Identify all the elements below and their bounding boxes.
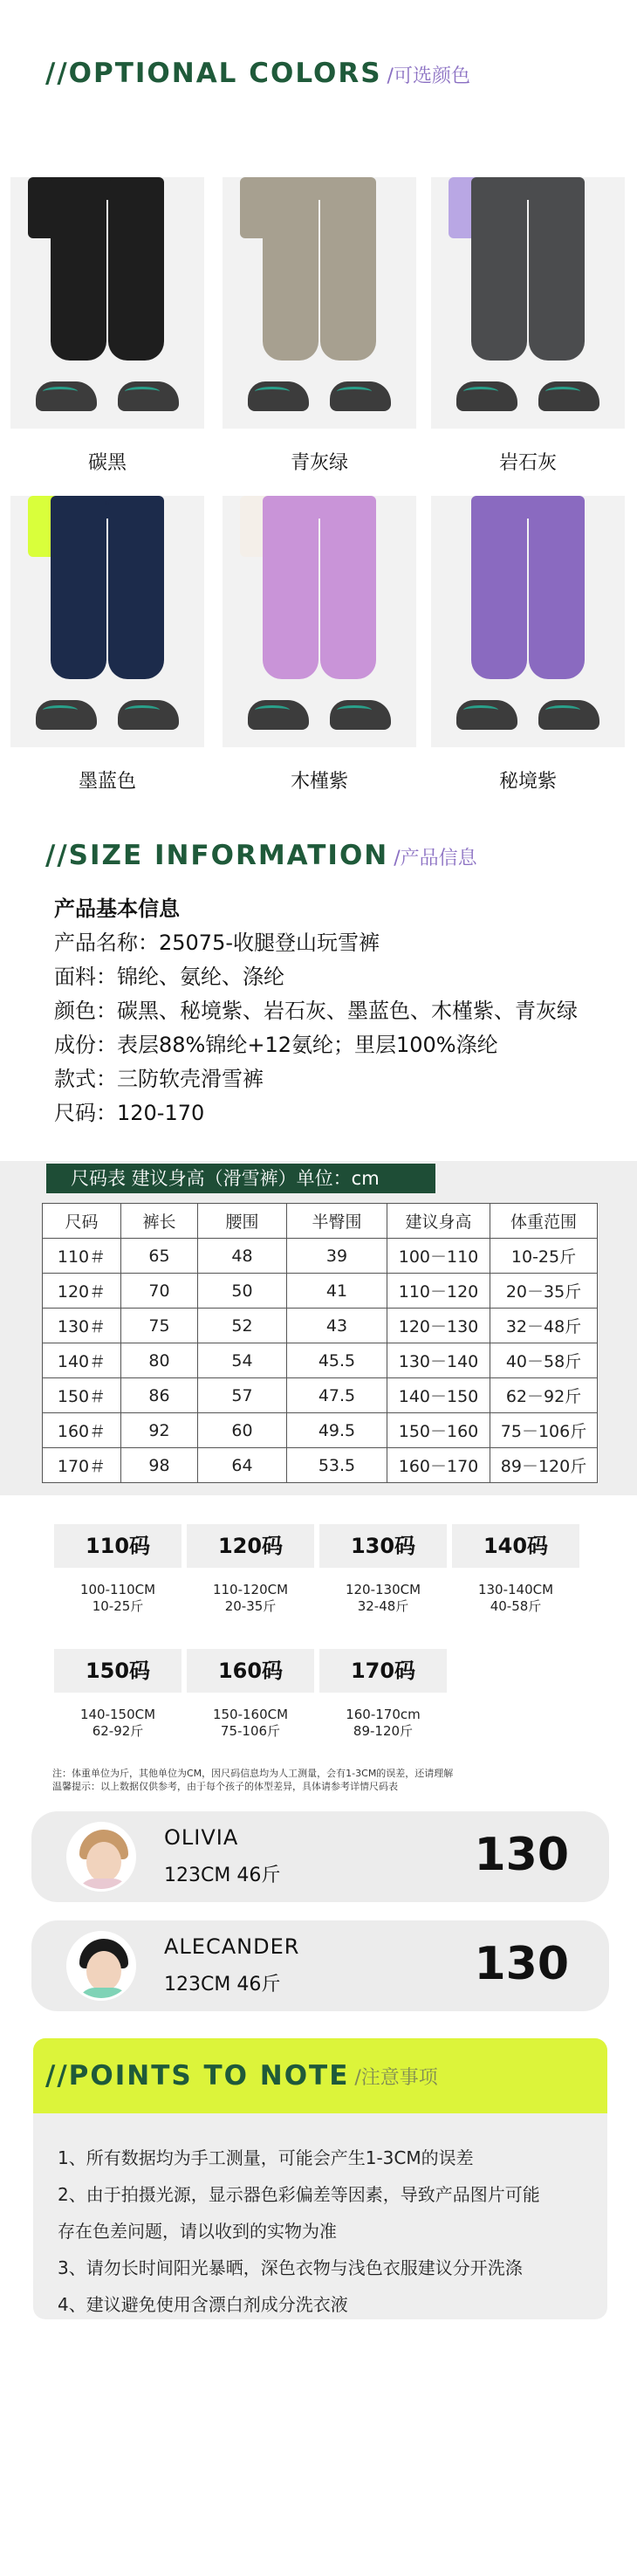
table-cell: 110＃ <box>43 1239 121 1274</box>
points-list <box>33 2113 607 2319</box>
shoe <box>118 381 179 411</box>
color-option-card <box>223 496 416 793</box>
model-card-olivia <box>31 1811 609 1902</box>
product-info-line: 尺码：120-170 <box>54 1101 205 1125</box>
pants-leg <box>529 496 585 679</box>
table-cell: 140－150 <box>387 1378 490 1413</box>
fine-print <box>52 1767 453 1793</box>
size-code-height: 120-130CM <box>345 1582 421 1597</box>
product-photo <box>431 496 625 747</box>
table-cell: 75 <box>121 1309 198 1343</box>
product-info-line: 颜色：碳黑、秘境紫、岩石灰、墨蓝色、木槿紫、青灰绿 <box>54 999 578 1023</box>
size-code-tag: 130码 <box>319 1524 447 1568</box>
table-cell: 65 <box>121 1239 198 1274</box>
avatar <box>66 1822 136 1892</box>
shoe <box>330 381 391 411</box>
table-cell: 57 <box>198 1378 287 1413</box>
points-header <box>33 2038 607 2113</box>
pants-leg <box>320 177 376 361</box>
size-code-weight: 89-120斤 <box>353 1723 414 1739</box>
table-cell: 80 <box>121 1343 198 1378</box>
table-cell: 43 <box>287 1309 387 1343</box>
table-header-cell: 裤长 <box>121 1204 198 1239</box>
pants-leg <box>108 177 164 361</box>
table-cell: 10-25斤 <box>490 1239 598 1274</box>
colors-section-title: //OPTIONAL COLORS <box>45 58 382 89</box>
shoe <box>248 700 309 730</box>
table-cell: 52 <box>198 1309 287 1343</box>
points-item: 4、建议避免使用含漂白剂成分洗衣液 <box>58 2294 348 2315</box>
shoe <box>456 381 517 411</box>
color-option-card <box>10 177 204 475</box>
size-code-height: 110-120CM <box>212 1582 289 1597</box>
fine-print-line: 注：体重单位为斤，其他单位为CM，因尺码信息均为人工测量，会有1-3CM的误差，还请理解 <box>52 1768 454 1779</box>
pants-illustration <box>263 496 376 697</box>
table-header-cell: 尺码 <box>43 1204 121 1239</box>
table-row <box>43 1309 598 1343</box>
product-photo <box>431 177 625 429</box>
table-cell: 98 <box>121 1448 198 1483</box>
size-code-tag: 160码 <box>187 1649 314 1693</box>
avatar-body <box>78 1879 130 1892</box>
model-size: 130 <box>474 1829 569 1881</box>
size-code-height: 100-110CM <box>79 1582 156 1597</box>
product-photo <box>223 496 416 747</box>
table-header-cell: 建议身高 <box>387 1204 490 1239</box>
size-table-header-row <box>43 1204 598 1239</box>
size-code-block <box>452 1524 579 1615</box>
color-option-card <box>431 496 625 793</box>
colors-section-subtitle: /可选颜色 <box>387 65 470 87</box>
size-code-tag: 120码 <box>187 1524 314 1568</box>
table-cell: 86 <box>121 1378 198 1413</box>
color-option-card <box>431 177 625 475</box>
table-cell: 120－130 <box>387 1309 490 1343</box>
table-cell: 53.5 <box>287 1448 387 1483</box>
avatar-face <box>86 1842 121 1882</box>
pants-leg <box>320 496 376 679</box>
pants-illustration <box>263 177 376 378</box>
size-code-block <box>319 1649 447 1740</box>
points-to-note <box>33 2038 607 2319</box>
product-photo <box>223 177 416 429</box>
points-item: 2、由于拍摄光源，显示器色彩偏差等因素，导致产品图片可能 <box>58 2184 540 2205</box>
product-info-title: 产品基本信息 <box>54 896 180 921</box>
pants-leg <box>471 496 527 679</box>
points-item: 存在色差问题，请以收到的实物为准 <box>58 2221 337 2242</box>
size-code-tag: 140码 <box>452 1524 579 1568</box>
product-info-line: 成份：表层88%锦纶+12氨纶；里层100%涤纶 <box>54 1033 498 1057</box>
size-code-tag: 150码 <box>54 1649 182 1693</box>
model-card-alecander <box>31 1920 609 2011</box>
size-section-header <box>45 840 477 871</box>
pants-leg <box>108 496 164 679</box>
table-cell: 120＃ <box>43 1274 121 1309</box>
table-cell: 70 <box>121 1274 198 1309</box>
table-cell: 130＃ <box>43 1309 121 1343</box>
shoe <box>36 381 97 411</box>
table-cell: 41 <box>287 1274 387 1309</box>
size-section-subtitle: /产品信息 <box>394 848 477 869</box>
avatar-face <box>86 1951 121 1991</box>
table-row <box>43 1239 598 1274</box>
product-info-line: 款式：三防软壳滑雪裤 <box>54 1067 264 1091</box>
product-info-line: 产品名称：25075-收腿登山玩雪裤 <box>54 931 380 955</box>
color-name: 岩石灰 <box>498 452 557 474</box>
table-cell: 160－170 <box>387 1448 490 1483</box>
size-code-weight: 75-106斤 <box>220 1723 281 1739</box>
color-name: 青灰绿 <box>290 452 348 474</box>
points-title: //POINTS TO NOTE <box>45 2060 350 2092</box>
table-row <box>43 1448 598 1483</box>
table-row <box>43 1413 598 1448</box>
size-code-block <box>319 1524 447 1615</box>
product-photo <box>10 177 204 429</box>
color-name: 碳黑 <box>87 452 127 474</box>
size-code-tag: 110码 <box>54 1524 182 1568</box>
points-item: 3、请勿长时间阳光暴晒，深色衣物与浅色衣服建议分开洗涤 <box>58 2257 523 2278</box>
pants-leg <box>529 177 585 361</box>
colors-section-header <box>45 58 470 89</box>
table-header-cell: 体重范围 <box>490 1204 598 1239</box>
table-cell: 75－106斤 <box>490 1413 598 1448</box>
shoe <box>456 700 517 730</box>
table-cell: 40－58斤 <box>490 1343 598 1378</box>
size-code-height: 150-160CM <box>212 1707 289 1722</box>
pants-illustration <box>471 177 585 378</box>
size-code-weight: 40-58斤 <box>490 1598 542 1614</box>
table-cell: 64 <box>198 1448 287 1483</box>
table-cell: 100－110 <box>387 1239 490 1274</box>
size-code-height: 160-170cm <box>346 1707 421 1722</box>
size-code-block <box>187 1649 314 1740</box>
table-cell: 130－140 <box>387 1343 490 1378</box>
shoe <box>538 700 599 730</box>
points-item: 1、所有数据均为手工测量，可能会产生1-3CM的误差 <box>58 2147 474 2168</box>
table-cell: 20－35斤 <box>490 1274 598 1309</box>
table-cell: 170＃ <box>43 1448 121 1483</box>
avatar <box>66 1931 136 2001</box>
product-info-line: 面料：锦纶、氨纶、涤纶 <box>54 965 284 989</box>
product-info <box>54 892 578 1130</box>
size-code-weight: 10-25斤 <box>92 1598 144 1614</box>
table-row <box>43 1378 598 1413</box>
pants-illustration <box>471 496 585 697</box>
table-cell: 140＃ <box>43 1343 121 1378</box>
table-cell: 48 <box>198 1239 287 1274</box>
model-name: OLIVIA <box>164 1825 239 1850</box>
shoe <box>118 700 179 730</box>
shoe <box>538 381 599 411</box>
size-code-weight: 32-48斤 <box>357 1598 409 1614</box>
table-header-cell: 半臀围 <box>287 1204 387 1239</box>
size-table-label: 尺码表 建议身高（滑雪裤）单位：cm <box>46 1164 435 1193</box>
table-header-cell: 腰围 <box>198 1204 287 1239</box>
table-cell: 62－92斤 <box>490 1378 598 1413</box>
shoe <box>330 700 391 730</box>
product-photo <box>10 496 204 747</box>
table-cell: 32－48斤 <box>490 1309 598 1343</box>
model-measurements: 123CM 46斤 <box>164 1865 281 1886</box>
color-option-card <box>10 496 204 793</box>
size-table-section <box>0 1161 637 1495</box>
table-cell: 150＃ <box>43 1378 121 1413</box>
table-cell: 47.5 <box>287 1378 387 1413</box>
size-code-weight: 20-35斤 <box>224 1598 277 1614</box>
table-cell: 49.5 <box>287 1413 387 1448</box>
table-cell: 92 <box>121 1413 198 1448</box>
pants-leg <box>263 177 318 361</box>
table-cell: 60 <box>198 1413 287 1448</box>
pants-leg <box>263 496 318 679</box>
pants-illustration <box>51 177 164 378</box>
table-cell: 39 <box>287 1239 387 1274</box>
shoe <box>36 700 97 730</box>
color-name: 秘境紫 <box>498 771 557 793</box>
table-cell: 45.5 <box>287 1343 387 1378</box>
model-name: ALECANDER <box>164 1934 300 1959</box>
table-cell: 110－120 <box>387 1274 490 1309</box>
table-row <box>43 1274 598 1309</box>
color-name: 墨蓝色 <box>78 771 136 793</box>
pants-leg <box>51 496 106 679</box>
color-name: 木槿紫 <box>290 771 348 793</box>
size-code-height: 130-140CM <box>477 1582 554 1597</box>
pants-illustration <box>51 496 164 697</box>
shoe <box>248 381 309 411</box>
table-cell: 54 <box>198 1343 287 1378</box>
fine-print-line: 温馨提示：以上数据仅供参考，由于每个孩子的体型差异，具体请参考详情尺码表 <box>52 1781 398 1792</box>
size-code-block <box>54 1524 182 1615</box>
pants-leg <box>51 177 106 361</box>
size-code-block <box>187 1524 314 1615</box>
size-table <box>42 1203 598 1483</box>
table-row <box>43 1343 598 1378</box>
color-option-card <box>223 177 416 475</box>
table-cell: 89－120斤 <box>490 1448 598 1483</box>
model-measurements: 123CM 46斤 <box>164 1974 281 1996</box>
table-cell: 150－160 <box>387 1413 490 1448</box>
points-subtitle: /注意事项 <box>354 2066 438 2089</box>
table-cell: 160＃ <box>43 1413 121 1448</box>
table-cell: 50 <box>198 1274 287 1309</box>
model-size: 130 <box>474 1938 569 1990</box>
size-code-weight: 62-92斤 <box>92 1723 144 1739</box>
size-code-block <box>54 1649 182 1740</box>
size-code-height: 140-150CM <box>79 1707 156 1722</box>
size-section-title: //SIZE INFORMATION <box>45 840 389 871</box>
avatar-body <box>78 1988 130 2001</box>
pants-leg <box>471 177 527 361</box>
size-code-tag: 170码 <box>319 1649 447 1693</box>
